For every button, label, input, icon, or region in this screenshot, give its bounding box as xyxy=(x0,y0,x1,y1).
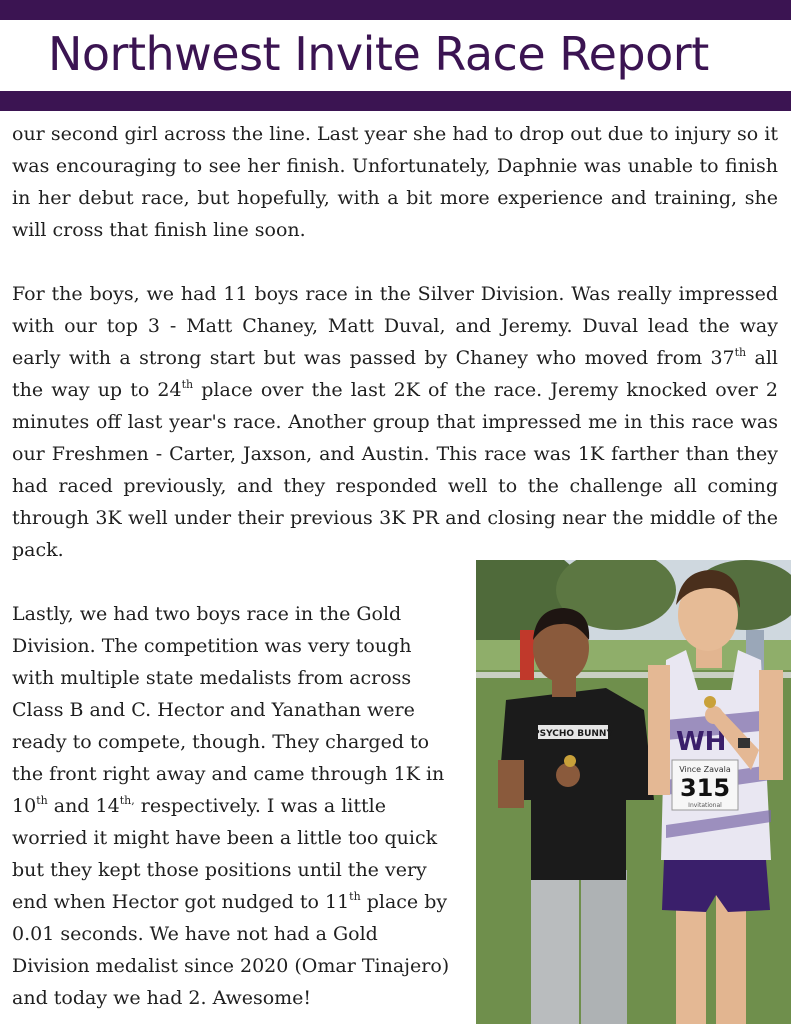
text-span: respectively. I was a little worried it might have been a little too quick but they kept those positions until the very end when Hector got nudged to 11 xyxy=(12,795,438,913)
ordinal-suffix: th xyxy=(181,377,194,391)
ordinal-suffix: th, xyxy=(119,793,135,807)
bib-event: Invitational xyxy=(688,802,722,809)
text-span: place by 0.01 seconds. We have not had a Gold Division medalist since 2020 (Omar Tinajero) and today we had 2. Awesome! xyxy=(12,891,450,1009)
paragraph-gold-division xyxy=(12,598,452,1014)
ordinal-suffix: th xyxy=(36,793,48,807)
text-span: all the way up to 24 xyxy=(12,347,778,401)
text-span: For the boys, we had 11 boys race in the Silver Division. Was really impressed with our top 3 - Matt Chaney, Matt Duval, and Jeremy. Duval lead the way early with a strong start but was passed by Chaney who moved from 37 xyxy=(12,283,778,369)
bib-name: Vince Zavala xyxy=(679,765,731,774)
text-span: and 14 xyxy=(47,795,120,817)
bib-number: 315 xyxy=(679,774,731,802)
page-title: Northwest Invite Race Report xyxy=(48,27,709,81)
paragraph-girls-results: our second girl across the line. Last year she had to drop out due to injury so it was encouraging to see her finish. Unfortunately, Daphnie was unable to finish in her debut race, but hopefully, with a bit more experience and training, she will cross that finish line soon. xyxy=(12,123,778,241)
header-bottom-bar xyxy=(0,91,791,111)
ordinal-suffix: th xyxy=(734,345,747,359)
shirt-text: PSYCHO BUNNY xyxy=(533,729,613,739)
text-span: place over the last 2K of the race. Jeremy knocked over 2 minutes off last year's race. Another group that impressed me in this race was our Freshmen - Carter, Jaxson, and Austin. This race was 1K farther than they had raced previously, and they responded well to the challenge all coming through 3K well under their previous 3K PR and closing near the middle of the pack. xyxy=(12,379,778,561)
text-span: Lastly, we had two boys race in the Gold Division. The competition was very tough with multiple state medalists from across Class B and C. Hector and Yanathan were ready to compete, though. They charged to the front right away and came through 1K in 10 xyxy=(12,603,445,817)
singlet-text: WH xyxy=(676,727,727,757)
runners-photo-illustration xyxy=(476,560,791,1024)
header-top-bar xyxy=(0,0,791,20)
paragraph-silver-division xyxy=(12,278,778,566)
ordinal-suffix: th xyxy=(349,889,361,903)
runners-photo xyxy=(476,560,791,1024)
